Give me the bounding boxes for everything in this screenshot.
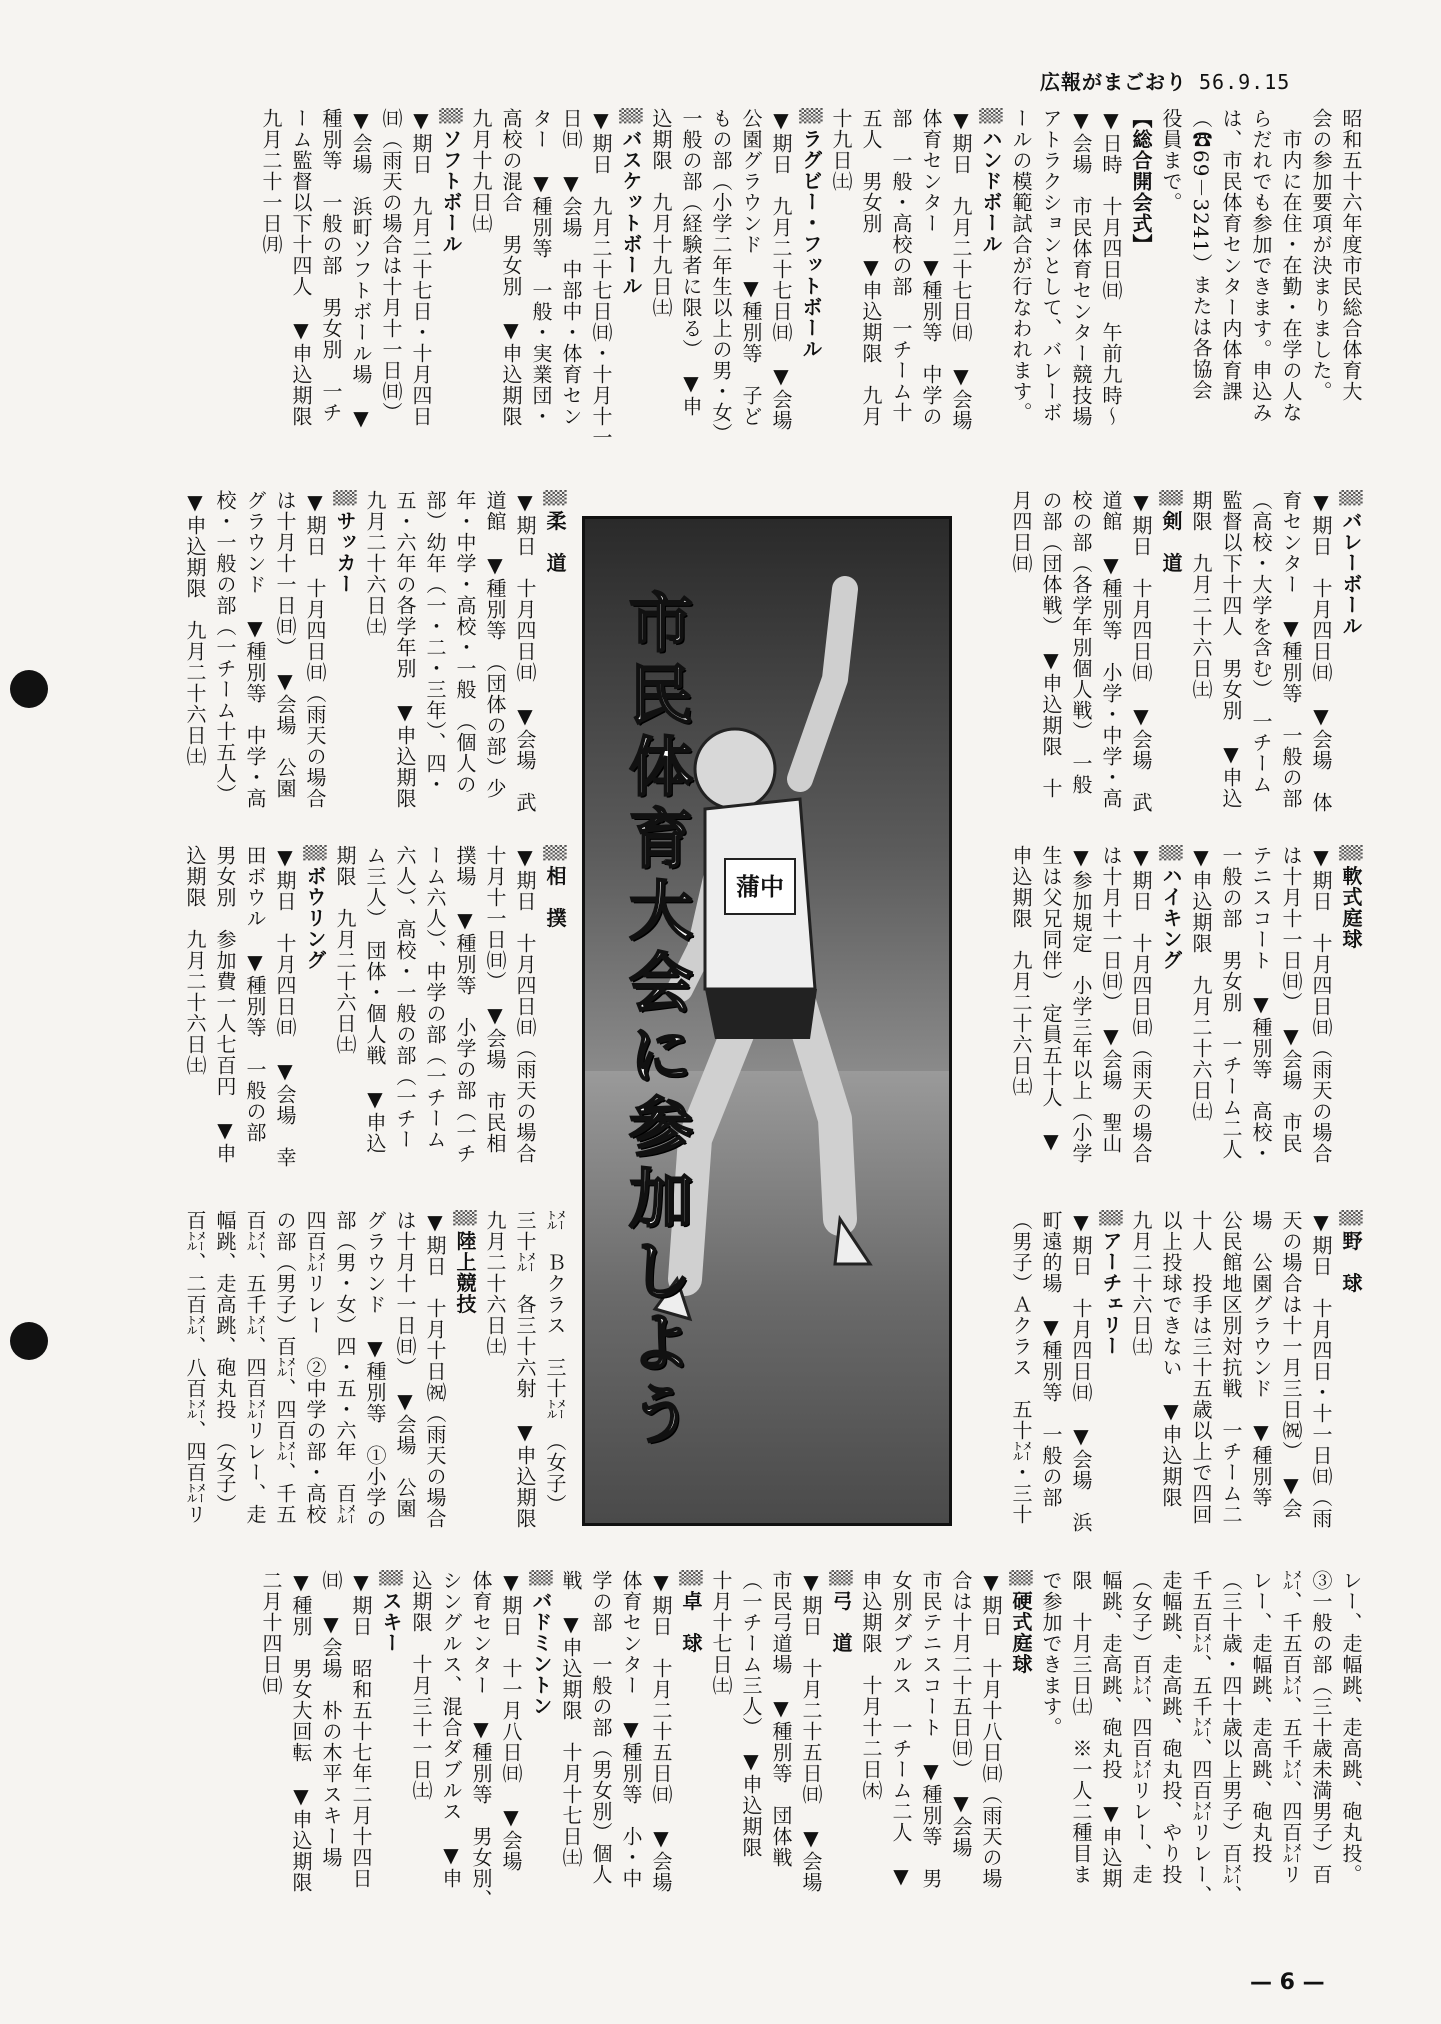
text-line: 町遠的場 ▼種別等 一般の部 (1039, 1210, 1063, 1508)
text-line: ▼期日 十月十八日㈰（雨天の場 (979, 1570, 1003, 1889)
text-line: レー、走幅跳、走高跳、砲丸投。 (1339, 1570, 1363, 1885)
text-line: ③一般の部（三十歳未満男子）百 (1309, 1570, 1333, 1885)
section-heading: ▒ 剣 道 (1156, 490, 1186, 850)
text-line: ム三人） 団体・個人戦 ▼申込 (363, 845, 387, 1154)
text-line: ▼期日 十月四日㈰（雨天の場合 (513, 845, 537, 1164)
text-line: ㈰ ▼会場 朴の木平スキー場 (319, 1570, 343, 1868)
text-line: （女子）百㍍、四百㍍リレー、走 (1129, 1570, 1153, 1885)
bib-label: 蒲中 (736, 873, 784, 901)
text-line: は十月十一日㈰） ▼会場 聖山 (1099, 845, 1123, 1154)
text-line: （高校・大学を含む） 一チーム (1249, 490, 1273, 795)
section-heading: ▒ ラグビー・フットボール (796, 108, 826, 473)
text-line: 監督以下十四人 男女別 ▼申込 (1219, 490, 1243, 809)
text-line: ▼期日 十月四日㈰ ▼会場 武 (1129, 490, 1153, 813)
text-line: 日㈰ ▼会場 中部中・体育セン (559, 108, 583, 427)
text-line: 役員まで。 (1159, 108, 1183, 213)
text-line: は十月十一日㈰） ▼会場 公園 (273, 490, 297, 799)
text-line: 公民館地区別対抗戦 一チーム二 (1219, 1210, 1243, 1525)
text-line: 込期限 九月二十六日㈯ (183, 845, 207, 1076)
text-line: 五人 男女別 ▼申込期限 九月 (859, 108, 883, 427)
text-line: グラウンド ▼種別等 中学・高 (243, 490, 267, 809)
publication-name: 広報がまごおり (1040, 70, 1187, 94)
text-line: 六人）、高校・一般の部（一チー (393, 845, 417, 1150)
text-line: 育センター ▼種別等 一般の部 (1279, 490, 1303, 809)
text-line: ーム監督以下十四人 ▼申込期限 (289, 108, 313, 427)
section-heading: ▒ 陸上競技 (450, 1210, 480, 1570)
text-line: （☎69－3241）または各協会 (1189, 108, 1213, 401)
text-line: ▼申込期限 九月二十六日㈯ (1189, 845, 1213, 1122)
page-header (1040, 66, 1290, 95)
athlete-photo (582, 516, 952, 1526)
text-line: ▼期日 十月二十五日㈰ ▼会場 (799, 1570, 823, 1893)
text-line: 幅跳、走高跳、砲丸投 （女子） (213, 1210, 237, 1515)
text-line: 九月二十六日㈯ (363, 490, 387, 637)
text-line: 会の参加要項が決まりました。 (1309, 108, 1333, 402)
text-line: 幅跳、走高跳、砲丸投 ▼申込期 (1099, 1570, 1123, 1889)
text-line: 十月十一日㈰） ▼会場 市民相 (483, 845, 507, 1154)
text-line: 九月十九日㈯ (469, 108, 493, 234)
text-line: ター ▼種別等 一般・実業団・ (529, 108, 553, 427)
photo-headline: 市民体育大会に参加しよう (618, 589, 692, 1453)
text-line: ▼申込期限 九月二十六日㈯ (183, 490, 207, 767)
text-line: ▼種別 男女大回転 ▼申込期限 (289, 1570, 313, 1893)
text-line: ㍍ Ｂクラス 三十㍍ （女子） (543, 1210, 567, 1515)
text-line: 十九日㈯ (829, 108, 853, 192)
article-tier-4-left (100, 1210, 570, 1570)
text-line: は十月十一日㈰） ▼会場 市民 (1279, 845, 1303, 1154)
text-line: 期限 九月二十六日㈯ (1189, 490, 1213, 700)
text-line: 校・一般の部（一チーム十五人） (213, 490, 237, 805)
text-line: らだれでも参加できます。申込み (1249, 108, 1273, 423)
section-heading: ▒ 卓 球 (676, 1570, 706, 1935)
text-line: 昭和五十六年度市民総合体育大 (1339, 108, 1363, 402)
text-line: （男子）Ａクラス 五十㍍・三十 (1009, 1210, 1033, 1525)
section-heading: ▒ 軟式庭球 (1336, 845, 1366, 1205)
text-line: 一般の部 男女別 一チーム二人 (1219, 845, 1243, 1160)
section-heading: ▒ バドミントン (526, 1570, 556, 1935)
binding-hole (10, 670, 48, 708)
text-line: 千五百㍍、五千㍍、四百㍍リレー、 (1189, 1570, 1213, 1906)
section-heading: 【総合開会式】 (1129, 108, 1153, 255)
text-line: ㍍、千五百㍍、五千㍍、四百㍍リ (1279, 1570, 1303, 1885)
text-line: ▼参加規定 小学三年以上（小学 (1069, 845, 1093, 1164)
text-line: レー、走幅跳、走高跳、砲丸投 (1249, 1570, 1273, 1864)
text-line: ▼期日 十一月八日㈰ ▼会場 (499, 1570, 523, 1872)
text-line: 一般の部（経験者に限る） ▼申 (679, 108, 703, 417)
section-heading: ▒ ソフトボール (436, 108, 466, 473)
section-heading: ▒ ボウリング (300, 845, 330, 1205)
text-line: ㈰（雨天の場合は十月十一日㈰） (379, 108, 403, 423)
text-line: ▼期日 十月四日㈰ ▼会場 武 (513, 490, 537, 813)
text-line: ▼期日 九月二十七日㈰ ▼会場 (949, 108, 973, 431)
text-line: 市内に在住・在勤・在学の人な (1279, 108, 1303, 423)
text-line: の部（団体戦） ▼申込期限 十 (1039, 490, 1063, 799)
text-line: ▼期日 九月二十七日㈰・十月十一 (589, 108, 613, 448)
text-line: 体育センター ▼種別等 男女別、 (469, 1570, 493, 1910)
text-line: 百㍍、二百㍍、八百㍍、四百㍍リ (183, 1210, 207, 1525)
text-line: 込期限 十月三十一日㈯ (409, 1570, 433, 1801)
text-line: 田ボウル ▼種別等 一般の部 (243, 845, 267, 1143)
section-heading: ▒ バスケットボール (616, 108, 646, 473)
article-tier-5 (76, 1570, 1366, 1935)
article-tier-2-right (981, 490, 1366, 850)
text-line: もの部（小学二年生以上の男・女） (709, 108, 733, 444)
text-line: 女別ダブルス 一チーム二人 ▼ (889, 1570, 913, 1889)
text-line: アトラクションとして、バレーボ (1039, 108, 1063, 423)
text-line: 込期限 九月十九日㈯ (649, 108, 673, 318)
article-tier-3-left (100, 845, 570, 1205)
text-line: 百㍍、五千㍍、四百㍍リレー、走 (243, 1210, 267, 1525)
section-heading: ▒ ハンドボール (976, 108, 1006, 473)
text-line: 戦 ▼申込期限 十月十七日㈯ (559, 1570, 583, 1868)
text-line: 種別等 一般の部 男女別 一チ (319, 108, 343, 423)
text-line: 生は父兄同伴） 定員五十人 ▼ (1039, 845, 1063, 1154)
text-line: ▼期日 十月四日・十一日㈰（雨 (1309, 1210, 1333, 1529)
text-line: ▼期日 十月四日㈰（雨天の場合 (1129, 845, 1153, 1164)
text-line: シングルス、混合ダブルス ▼申 (439, 1570, 463, 1889)
section-heading: ▒ 野 球 (1336, 1210, 1366, 1570)
section-heading: ▒ スキー (376, 1570, 406, 1935)
text-line: （三十歳・四十歳以上男子）百㍍、 (1219, 1570, 1243, 1906)
text-line: 期限 九月二十六日㈯ (333, 845, 357, 1055)
text-line: 学の部 一般の部（男女別）個人 (589, 1570, 613, 1885)
text-line: 男女別 参加費一人七百円 ▼申 (213, 845, 237, 1164)
text-line: 十月十七日㈯ (709, 1570, 733, 1696)
text-line: は、市民体育センター内体育課 (1219, 108, 1243, 402)
text-line: 年・中学・高校・一般 （個人の (453, 490, 477, 795)
text-line: ▼期日 昭和五十七年二月十四日 (349, 1570, 373, 1889)
text-line: 校の部（各学年別個人戦） 一般 (1069, 490, 1093, 795)
article-tier-4-right (981, 1210, 1366, 1570)
text-line: 部 一般・高校の部 一チーム十 (889, 108, 913, 423)
text-line: は十月十一日㈰） ▼会場 公園 (393, 1210, 417, 1519)
text-line: テニスコート ▼種別等 高校・ (1249, 845, 1273, 1164)
text-line: ーム六人）、中学の部（一チーム (423, 845, 447, 1150)
text-line: 九月二十六日㈯ (483, 1210, 507, 1357)
text-line: （一チーム三人） ▼申込期限 (739, 1570, 763, 1858)
section-heading: ▒ 弓 道 (826, 1570, 856, 1935)
text-line: 以上投球できない ▼申込期限 (1159, 1210, 1183, 1508)
text-line: の部（男子）百㍍、四百㍍、千五 (273, 1210, 297, 1525)
text-line: ▼期日 十月四日㈰ ▼会場 浜 (1069, 1210, 1093, 1533)
section-heading: ▒ 相 撲 (540, 845, 570, 1205)
issue-date: 56.9.15 (1199, 70, 1291, 94)
text-line: ▼期日 九月二十七日・十月四日 (409, 108, 433, 427)
text-line: ▼日時 十月四日㈰ 午前九時～ (1099, 108, 1123, 427)
text-line: 高校の混合 男女別 ▼申込期限 (499, 108, 523, 427)
section-heading: ▒ ハイキング (1156, 845, 1186, 1205)
text-line: 道館 ▼種別等 （団体の部）少 (483, 490, 507, 799)
article-tier-2-left (100, 490, 570, 850)
text-line: ▼期日 十月四日㈰ ▼会場 幸 (273, 845, 297, 1168)
text-line: 二月十四日㈰ (259, 1570, 283, 1696)
text-line: 申込期限 十月十二日㈭ (859, 1570, 883, 1801)
text-line: 走幅跳、走高跳、砲丸投、やり投 (1159, 1570, 1183, 1885)
section-heading: ▒ 柔 道 (540, 490, 570, 850)
text-line: 公園グラウンド ▼種別等 子ど (739, 108, 763, 427)
text-line: ▼期日 十月四日㈰（雨天の場合 (303, 490, 327, 809)
text-line: 九月二十一日㈪ (259, 108, 283, 255)
text-line: ールの模範試合が行なわれます。 (1009, 108, 1033, 423)
text-line: 天の場合は十一月三日㈷） ▼会 (1279, 1210, 1303, 1519)
article-tier-3-right (981, 845, 1366, 1205)
text-line: 十人 投手は三十五歳以上で四回 (1189, 1210, 1213, 1525)
page-number: — 6 — (1250, 1970, 1325, 1995)
section-heading: ▒ アーチェリー (1096, 1210, 1126, 1570)
text-line: 体育センター ▼種別等 小・中 (619, 1570, 643, 1889)
text-line: 市民弓道場 ▼種別等 団体戦 (769, 1570, 793, 1868)
text-line: 道館 ▼種別等 小学・中学・高 (1099, 490, 1123, 809)
text-line: ▼会場 浜町ソフトボール場 ▼ (349, 108, 373, 431)
text-line: 市民テニスコート ▼種別等 男 (919, 1570, 943, 1889)
text-line: ▼期日 十月十日㈷（雨天の場合 (423, 1210, 447, 1529)
text-line: 合は十月二十五日㈰） ▼会場 (949, 1570, 973, 1858)
section-heading: ▒ バレーボール (1336, 490, 1366, 850)
text-line: 限 十月三日㈯ ※一人二種目ま (1069, 1570, 1093, 1885)
text-line: グラウンド ▼種別等 ①小学の (363, 1210, 387, 1529)
text-line: 九月二十六日㈯ (1129, 1210, 1153, 1357)
binding-hole (10, 1322, 48, 1360)
text-line: 四百㍍リレー ②中学の部・高校 (303, 1210, 327, 1525)
section-heading: ▒ サッカー (330, 490, 360, 850)
text-line: 体育センター ▼種別等 中学の (919, 108, 943, 427)
text-line: 場 公園グラウンド ▼種別等 (1249, 1210, 1273, 1508)
text-line: ▼期日 九月二十七日㈰ ▼会場 (769, 108, 793, 431)
text-line: 三十㍍ 各三十六射 ▼申込期限 (513, 1210, 537, 1529)
text-line: ▼期日 十月二十五日㈰ ▼会場 (649, 1570, 673, 1893)
text-line: 部）幼年（一・二・三年）、四・ (423, 490, 447, 795)
text-line: で参加できます。 (1039, 1570, 1063, 1738)
text-line: ▼期日 十月四日㈰（雨天の場合 (1309, 845, 1333, 1164)
text-line: 月四日㈰ (1009, 490, 1033, 574)
text-line: ▼会場 市民体育センター競技場 (1069, 108, 1093, 427)
text-line: 五・六年の各学年別 ▼申込期限 (393, 490, 417, 809)
article-tier-1 (76, 108, 1366, 473)
text-line: 部（男・女）四・五・六年 百㍍ (333, 1210, 357, 1525)
text-line: 申込期限 九月二十六日㈯ (1009, 845, 1033, 1097)
text-line: ▼期日 十月四日㈰ ▼会場 体 (1309, 490, 1333, 813)
section-heading: ▒ 硬式庭球 (1006, 1570, 1036, 1935)
text-line: 撲場 ▼種別等 小学の部（一チ (453, 845, 477, 1164)
